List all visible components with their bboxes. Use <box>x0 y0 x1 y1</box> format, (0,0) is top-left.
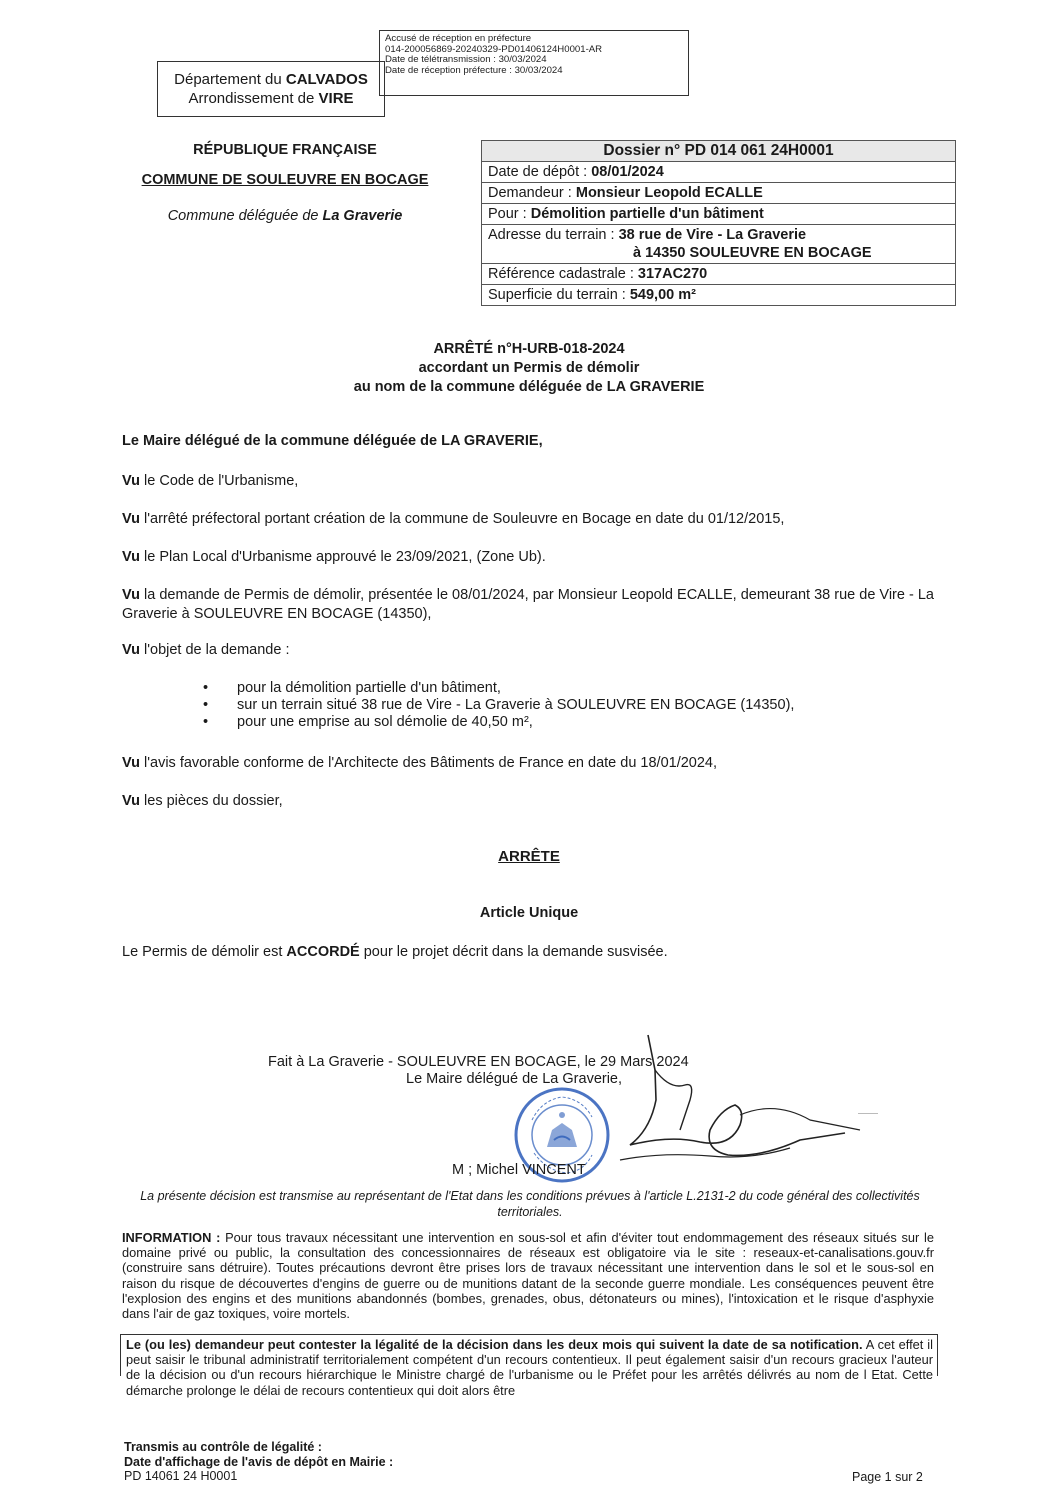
vu-word: Vu <box>122 511 140 527</box>
dossier-cadastre <box>482 264 956 285</box>
article-text <box>122 943 934 962</box>
intro-line: Le Maire délégué de la commune déléguée de LA GRAVERIE, <box>122 433 543 449</box>
commune-heading: COMMUNE DE SOULEUVRE EN BOCAGE <box>141 172 429 188</box>
recours-text: A cet effet il peut saisir le tribunal administratif territorialement compétent d'un recours contentieux. Il peut également saisir d'un recours gracieux l'auteur de la décision ou d'un recours hiérarchique le Ministre chargé de l'urbanisme ou le Préfet pour les arrêtés délivrés au nom de l Etat. Cette démarche prolonge le délai de recours contentieux qui doit alors être <box>126 1337 933 1398</box>
field-value: 317AC270 <box>637 266 708 282</box>
vu-text: les pièces du dossier, <box>140 793 283 809</box>
arrondissement-name: VIRE <box>318 90 354 107</box>
article-title: Article Unique <box>479 905 579 921</box>
field-label: Demandeur : <box>488 185 576 201</box>
vu-paragraph <box>122 548 934 567</box>
vu-word: Vu <box>122 549 140 565</box>
arrete-word: ARRÊTE <box>498 848 560 865</box>
dossier-date <box>482 162 956 183</box>
footer-transmission: Transmis au contrôle de légalité : <box>124 1440 322 1454</box>
field-value: 38 rue de Vire - La Graverie <box>618 227 807 243</box>
vu-text: le Code de l'Urbanisme, <box>140 473 299 489</box>
handwritten-signature <box>560 1030 890 1180</box>
republic-heading: RÉPUBLIQUE FRANÇAISE <box>193 142 377 158</box>
arrete-number: ARRÊTÉ n°H-URB-018-2024 <box>433 341 625 357</box>
vu-text: la demande de Permis de démolir, présentée le 08/01/2024, par Monsieur Leopold ECALLE, demeurant 38 rue de Vire - La Graverie à SOULEUVRE EN BOCAGE (14350), <box>122 587 934 622</box>
dossier-address <box>482 225 956 264</box>
field-label: Pour : <box>488 206 531 222</box>
ack-line: 014-200056869-20240329-PD01406124H0001-AR <box>385 43 603 55</box>
dossier-area <box>482 285 956 306</box>
list-item: • pour une emprise au sol démolie de 40,50 m², <box>200 714 900 731</box>
department-prefix: Département du <box>174 71 286 88</box>
dossier-table <box>481 140 956 306</box>
recours-bold: Le (ou les) demandeur peut contester la légalité de la décision dans les deux mois qui suivent la date de sa notification. <box>126 1337 863 1352</box>
ack-line: Date de réception préfecture : 30/03/2024 <box>385 64 563 76</box>
vu-text: le Plan Local d'Urbanisme approuvé le 23/09/2021, (Zone Ub). <box>140 549 546 565</box>
list-item: • pour la démolition partielle d'un bâtiment, <box>200 680 900 697</box>
footer-block <box>124 1440 393 1484</box>
divider-mark <box>858 1113 878 1114</box>
page-number: Page 1 sur 2 <box>852 1470 923 1484</box>
dossier-applicant <box>482 183 956 204</box>
dossier-number: Dossier n° PD 014 061 24H0001 <box>482 141 956 162</box>
dossier-purpose <box>482 204 956 225</box>
vu-word: Vu <box>122 587 140 603</box>
vu-text: l'arrêté préfectoral portant création de la commune de Souleuvre en Bocage en date du 01/12/2015, <box>140 511 785 527</box>
object-list <box>200 680 900 731</box>
signatory-name: M ; Michel VINCENT <box>452 1162 586 1178</box>
footer-display-date: Date d'affichage de l'avis de dépôt en Mairie : <box>124 1454 394 1469</box>
field-value: Monsieur Leopold ECALLE <box>575 185 763 201</box>
field-label: Adresse du terrain : <box>488 227 619 243</box>
footer-reference: PD 14061 24 H0001 <box>124 1469 238 1483</box>
arrondissement-prefix: Arrondissement de <box>188 90 319 107</box>
vu-paragraph <box>122 586 934 624</box>
acknowledgement-stamp <box>379 30 689 96</box>
transmission-notice: La présente décision est transmise au représentant de l'Etat dans les conditions prévues à l'article L.2131-2 du code général des collectivités territoriales. <box>140 1189 920 1219</box>
field-value: 549,00 m² <box>629 287 696 303</box>
article-decision: ACCORDÉ <box>286 944 360 960</box>
arrete-title <box>0 340 1058 397</box>
vu-paragraph <box>122 472 934 491</box>
arrete-subtitle: accordant un Permis de démolir <box>418 360 640 376</box>
vu-paragraph <box>122 792 934 811</box>
field-label: Date de dépôt : <box>488 164 592 180</box>
vu-paragraph <box>122 754 934 773</box>
recours-notice <box>120 1334 938 1398</box>
arrete-heading <box>0 848 1058 865</box>
place-date: Fait à La Graverie - SOULEUVRE EN BOCAGE, le 29 Mars 2024 <box>268 1054 689 1070</box>
vu-word: Vu <box>122 755 140 771</box>
department-line <box>158 70 384 89</box>
ack-line: Date de télétransmission : 30/03/2024 <box>385 54 547 65</box>
information-paragraph <box>122 1230 934 1321</box>
information-label: INFORMATION : <box>122 1230 221 1245</box>
field-value: 08/01/2024 <box>591 164 664 180</box>
article-suffix: pour le projet décrit dans la demande susvisée. <box>359 944 668 960</box>
field-label: Superficie du terrain : <box>488 287 630 303</box>
vu-word: Vu <box>122 642 140 658</box>
vu-word: Vu <box>122 793 140 809</box>
list-item: • sur un terrain situé 38 rue de Vire - La Graverie à SOULEUVRE EN BOCAGE (14350), <box>200 697 900 714</box>
field-value: à 14350 SOULEUVRE EN BOCAGE <box>633 245 872 261</box>
vu-text: l'avis favorable conforme de l'Architecte des Bâtiments de France en date du 18/01/2024, <box>140 755 718 771</box>
signatory-role: Le Maire délégué de La Graverie, <box>406 1071 623 1087</box>
commune-deleguee <box>120 208 450 224</box>
information-text: Pour tous travaux nécessitant une intervention en sous-sol et afin d'éviter tout endommagement des réseaux situés sur le domaine privé ou public, la consultation des concessionnaires de réseaux est obligatoire via le site : reseaux-et-canalisations.gouv.fr (construire sans détruire). Toutes précautions devront être prises lors de travaux nécessitant une intervention dans le sol et le sous-sol en raison du risque de découvertes d'engins de guerre ou de munitions datant de la seconde guerre mondiale. Les conséquences peuvent être l'explosion des engins et des munitions abandonnés (bombes, grenades, obus, détonateurs ou mines), l'intoxication et le risque d'asphyxie dans l'air de gaz toxiques, voire mortels. <box>122 1230 934 1322</box>
commune-deleguee-prefix: Commune déléguée de <box>167 208 323 224</box>
ack-line: Accusé de réception en préfecture <box>385 33 532 44</box>
arrete-subtitle: au nom de la commune déléguée de LA GRAVERIE <box>353 379 705 395</box>
vu-paragraph <box>122 510 934 529</box>
department-name: CALVADOS <box>285 71 368 88</box>
vu-text: l'objet de la demande : <box>140 642 290 658</box>
arrondissement-line <box>158 89 384 108</box>
vu-paragraph <box>122 641 934 660</box>
field-label: Référence cadastrale : <box>488 266 638 282</box>
vu-word: Vu <box>122 473 140 489</box>
field-value: Démolition partielle d'un bâtiment <box>530 206 764 222</box>
commune-deleguee-name: La Graverie <box>322 208 403 224</box>
department-box <box>157 61 385 117</box>
article-prefix: Le Permis de démolir est <box>122 944 287 960</box>
